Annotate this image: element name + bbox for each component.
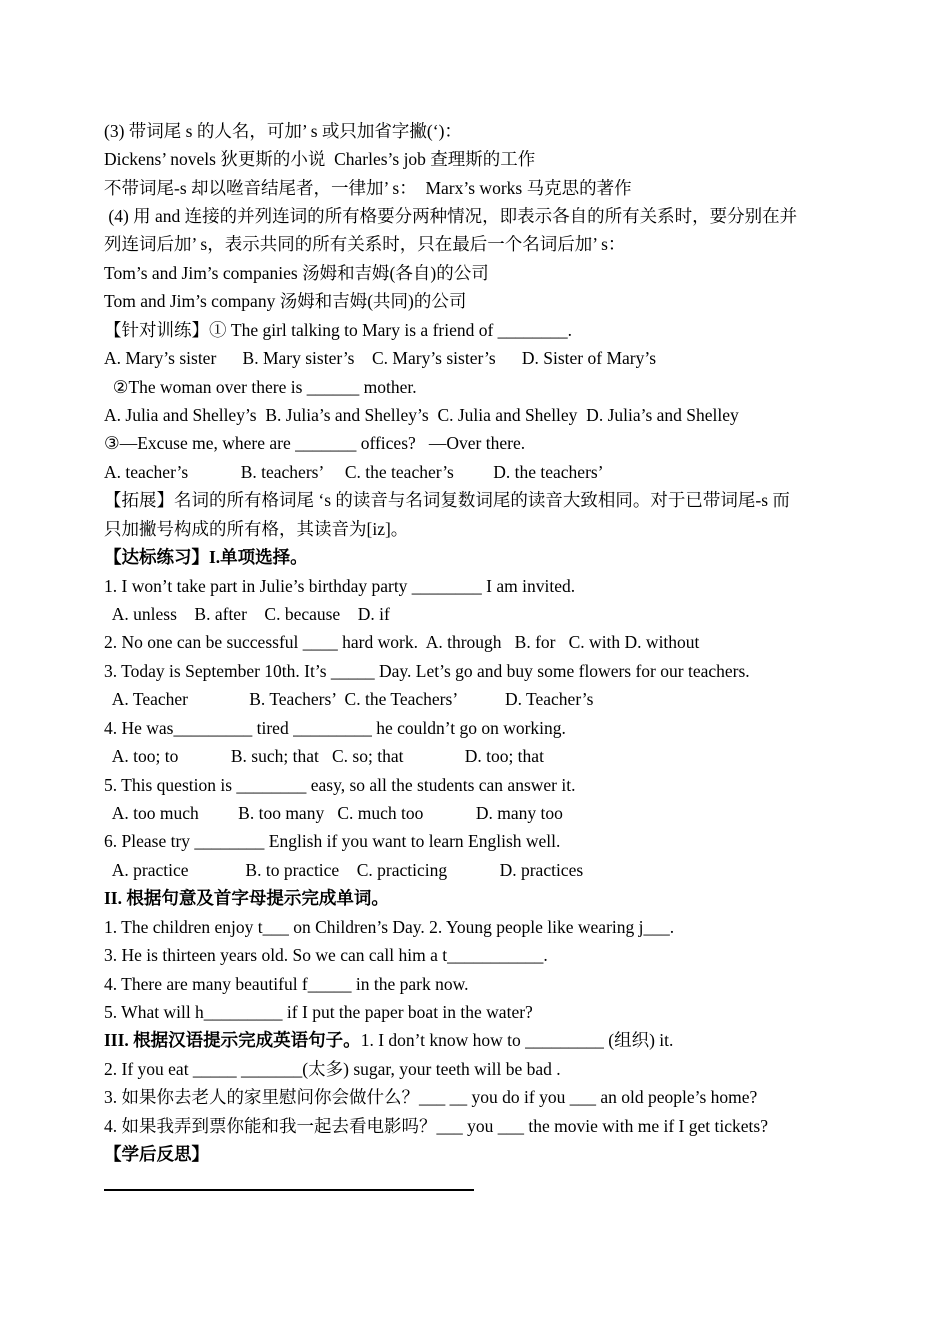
text-line: Tom’s and Jim’s companies 汤姆和吉姆(各自)的公司	[104, 263, 489, 283]
question-line: 5. What will h_________ if I put the paper boat in the water?	[104, 1002, 533, 1022]
question-line: 2. No one can be successful ____ hard work. A. through B. for C. with D. without	[104, 632, 700, 652]
answer-underline	[104, 1189, 474, 1191]
question-line: 4. 如果我弄到票你能和我一起去看电影吗？___ you ___ the movie with me if I get tickets?	[104, 1116, 768, 1136]
text-line: (3) 带词尾 s 的人名，可加’ s 或只加省字撇(‘)：	[104, 121, 462, 141]
options-line: A. too much B. too many C. much too D. many too	[104, 803, 563, 823]
exercise-line: ②The woman over there is ______ mother.	[104, 377, 417, 397]
section-heading: III. 根据汉语提示完成英语句子。	[104, 1030, 361, 1050]
section-heading: 【学后反思】	[104, 1144, 209, 1164]
exercise-line: 【针对训练】① The girl talking to Mary is a friend of ________.	[104, 320, 573, 340]
options-line: A. Teacher B. Teachers’ C. the Teachers’ D. Teacher’s	[104, 689, 594, 709]
options-line: A. too; to B. such; that C. so; that D. too; that	[104, 746, 544, 766]
question-line: 4. There are many beautiful f_____ in the park now.	[104, 974, 469, 994]
options-line: A. unless B. after C. because D. if	[104, 604, 390, 624]
section-heading-row	[104, 1026, 864, 1054]
options-line: A. Mary’s sister B. Mary sister’s C. Mary’s sister’s D. Sister of Mary’s	[104, 348, 657, 368]
question-text: 1. I don’t know how to _________ (组织) it.	[360, 1030, 674, 1050]
text-line: (4) 用 and 连接的并列连词的所有格要分两种情况，即表示各自的所有关系时，要分别在并	[104, 206, 798, 226]
question-line: 3. He is thirteen years old. So we can call him a t___________.	[104, 945, 548, 965]
text-line: 列连词后加’ s，表示共同的所有关系时，只在最后一个名词后加’ s：	[104, 234, 626, 254]
question-line: 4. He was_________ tired _________ he couldn’t go on working.	[104, 718, 566, 738]
exercise-line: ③—Excuse me, where are _______ offices? —Over there.	[104, 433, 526, 453]
question-line: 6. Please try ________ English if you want to learn English well.	[104, 831, 561, 851]
text-line: 只加撇号构成的所有格，其读音为[iz]。	[104, 519, 409, 539]
question-line: 2. If you eat _____ _______(太多) sugar, your teeth will be bad .	[104, 1059, 561, 1079]
text-line: 不带词尾-s 却以咝音结尾者，一律加’ s： Marx’s works 马克思的著作	[104, 178, 632, 198]
text-line: 【拓展】名词的所有格词尾 ‘s 的读音与名词复数词尾的读音大致相同。对于已带词尾-s 而	[104, 490, 790, 510]
question-line: 5. This question is ________ easy, so all the students can answer it.	[104, 775, 576, 795]
text-line: Tom and Jim’s company 汤姆和吉姆(共同)的公司	[104, 291, 467, 311]
options-line: A. teacher’s B. teachers’ C. the teacher’s D. the teachers’	[104, 462, 604, 482]
question-line: 3. Today is September 10th. It’s _____ Day. Let’s go and buy some flowers for our teachers.	[104, 661, 750, 681]
question-line: 1. The children enjoy t___ on Children’s Day. 2. Young people like wearing j___.	[104, 917, 675, 937]
section-heading: 【达标练习】I.单项选择。	[104, 547, 308, 567]
section-heading: II. 根据句意及首字母提示完成单词。	[104, 888, 389, 908]
text-line: Dickens’ novels 狄更斯的小说 Charles’s job 查理斯的工作	[104, 149, 536, 169]
question-line: 1. I won’t take part in Julie’s birthday party ________ I am invited.	[104, 576, 576, 596]
question-line: 3. 如果你去老人的家里慰问你会做什么？___ __ you do if you ___ an old people’s home?	[104, 1087, 758, 1107]
options-line: A. practice B. to practice C. practicing D. practices	[104, 860, 584, 880]
options-line: A. Julia and Shelley’s B. Julia’s and Shelley’s C. Julia and Shelley D. Julia’s and Shelley	[104, 405, 739, 425]
